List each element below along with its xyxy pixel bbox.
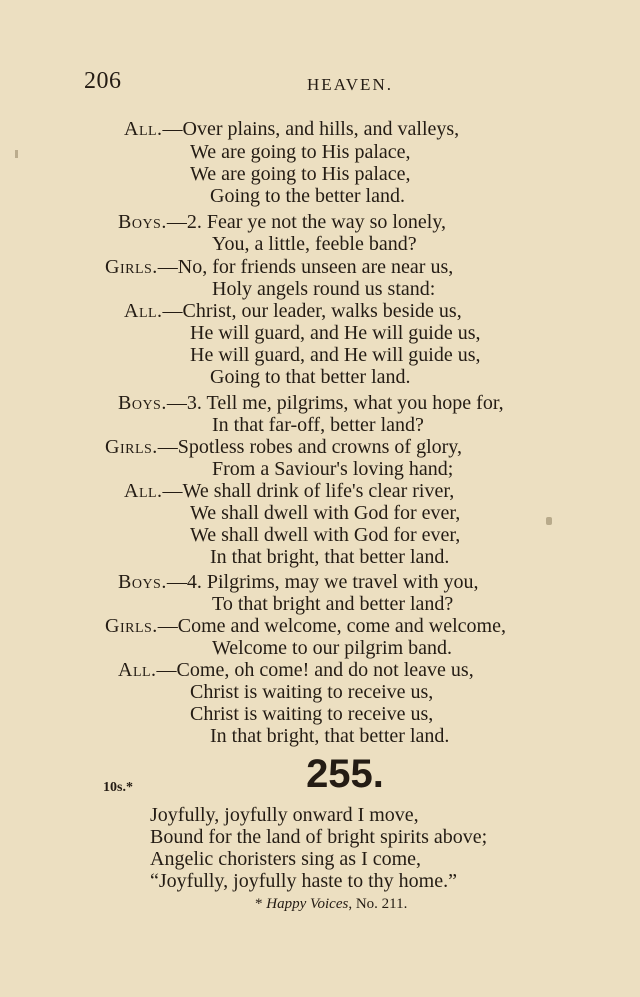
verse-line: He will guard, and He will guide us, <box>190 344 481 366</box>
page-blemish <box>546 517 552 525</box>
footnote-mark: * <box>255 896 263 912</box>
verse-line: All.—Over plains, and hills, and valleys, <box>124 118 460 140</box>
verse-line: You, a little, feeble band? <box>212 233 417 255</box>
role-label: All. <box>124 300 163 322</box>
verse-line: He will guard, and He will guide us, <box>190 322 481 344</box>
footnote-source: Happy Voices <box>266 896 349 912</box>
verse-line: Boys.—3. Tell me, pilgrims, what you hope for, <box>118 392 504 414</box>
verse-line: Welcome to our pilgrim band. <box>212 637 452 659</box>
verse-line: Christ is waiting to receive us, <box>190 681 434 703</box>
verse-line: In that far-off, better land? <box>212 414 424 436</box>
footnote <box>255 896 407 913</box>
page-number: 206 <box>84 68 122 94</box>
role-label: All. <box>124 480 163 502</box>
verse-line: Girls.—Spotless robes and crowns of glory, <box>105 436 462 458</box>
verse-line: Holy angels round us stand: <box>212 278 436 300</box>
verse-line: We are going to His palace, <box>190 141 411 163</box>
role-label: Girls. <box>105 615 158 637</box>
hymn-meter: 10s.* <box>103 780 133 795</box>
hymn-line: Angelic choristers sing as I come, <box>150 848 422 870</box>
verse-line: Boys.—4. Pilgrims, may we travel with you, <box>118 571 479 593</box>
verse-line: All.—Christ, our leader, walks beside us, <box>124 300 462 322</box>
verse-line: Going to that better land. <box>210 366 411 388</box>
verse-line: Going to the better land. <box>210 185 405 207</box>
verse-line: In that bright, that better land. <box>210 546 450 568</box>
verse-line: Girls.—No, for friends unseen are near us, <box>105 256 454 278</box>
verse-line: Girls.—Come and welcome, come and welcome, <box>105 615 506 637</box>
role-label: All. <box>124 118 163 140</box>
verse-line: We are going to His palace, <box>190 163 411 185</box>
verse-line: Christ is waiting to receive us, <box>190 703 434 725</box>
hymn-line: Bound for the land of bright spirits above; <box>150 826 488 848</box>
role-label: Boys. <box>118 392 167 414</box>
verse-line: All.—We shall drink of life's clear river, <box>124 480 455 502</box>
role-label: Boys. <box>118 211 167 233</box>
page-blemish <box>15 150 18 158</box>
verse-line: In that bright, that better land. <box>210 725 450 747</box>
verse-line: We shall dwell with God for ever, <box>190 524 461 546</box>
verse-line: Boys.—2. Fear ye not the way so lonely, <box>118 211 447 233</box>
footnote-rest: , No. 211. <box>348 896 408 912</box>
verse-line: To that bright and better land? <box>212 593 454 615</box>
hymn-line: “Joyfully, joyfully haste to thy home.” <box>150 870 457 892</box>
verse-line: We shall dwell with God for ever, <box>190 502 461 524</box>
section-title: HEAVEN. <box>307 75 393 94</box>
hymn-line: Joyfully, joyfully onward I move, <box>150 804 419 826</box>
role-label: All. <box>118 659 157 681</box>
role-label: Girls. <box>105 436 158 458</box>
role-label: Girls. <box>105 256 158 278</box>
hymn-number: 255. <box>306 752 384 796</box>
verse-line: All.—Come, oh come! and do not leave us, <box>118 659 474 681</box>
role-label: Boys. <box>118 571 167 593</box>
verse-line: From a Saviour's loving hand; <box>212 458 454 480</box>
